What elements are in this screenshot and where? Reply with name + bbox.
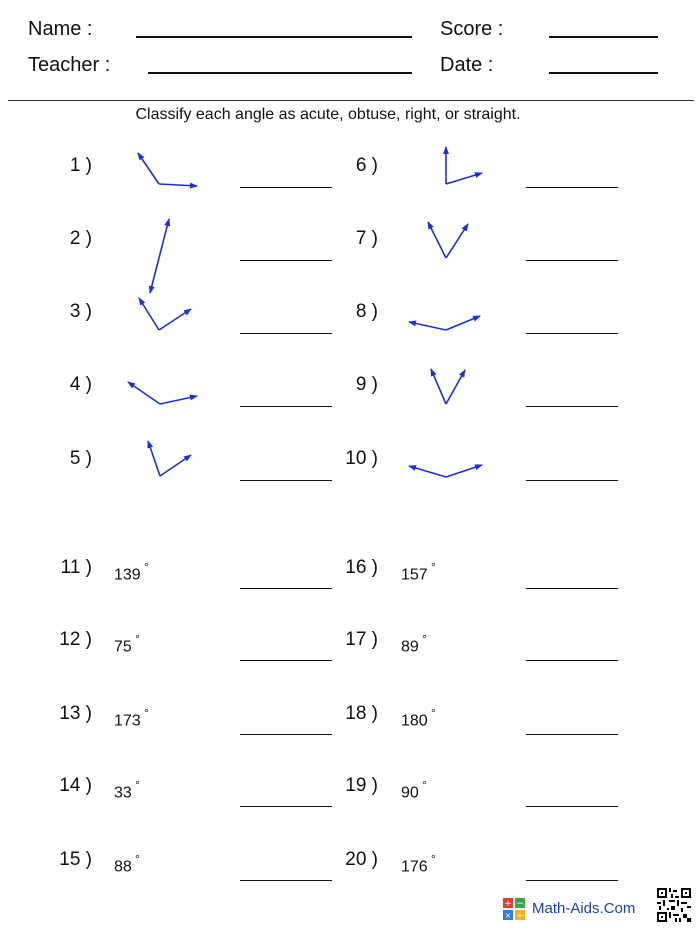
angle-measure-value: 33 <box>114 784 132 802</box>
problem-number: 10 ) <box>345 448 378 469</box>
answer-blank[interactable] <box>526 880 618 881</box>
date-line[interactable] <box>549 72 658 74</box>
problem-number: 16 ) <box>345 557 378 578</box>
degree-symbol: ° <box>427 852 436 866</box>
angle-measure-value: 90 <box>401 784 419 802</box>
problem-number: 9 ) <box>355 374 378 395</box>
problem-number: 18 ) <box>345 703 378 724</box>
angle-figure <box>150 219 169 293</box>
name-line[interactable] <box>136 36 412 38</box>
angle-measure <box>401 634 427 656</box>
angle-ray <box>148 441 160 476</box>
svg-text:×: × <box>504 911 512 920</box>
answer-blank[interactable] <box>240 187 332 188</box>
problem-number: 2 ) <box>69 228 92 249</box>
angle-measure <box>401 708 436 730</box>
angle-ray <box>160 219 170 256</box>
problem-number: 12 ) <box>59 629 92 650</box>
angle-measure-value: 176 <box>401 858 428 876</box>
answer-blank[interactable] <box>240 660 332 661</box>
angle-ray <box>446 316 480 330</box>
degree-symbol: ° <box>131 852 140 866</box>
problem-number: 13 ) <box>59 703 92 724</box>
degree-symbol: ° <box>131 632 140 646</box>
problem-number: 4 ) <box>69 374 92 395</box>
angle-measure <box>114 708 149 730</box>
problem-number: 19 ) <box>345 775 378 796</box>
answer-blank[interactable] <box>240 480 332 481</box>
angle-ray <box>159 184 197 186</box>
answer-blank[interactable] <box>526 588 618 589</box>
angle-figure <box>446 147 482 184</box>
answer-blank[interactable] <box>526 734 618 735</box>
angle-figure <box>428 222 468 258</box>
answer-blank[interactable] <box>526 480 618 481</box>
problem-number: 20 ) <box>345 849 378 870</box>
answer-blank[interactable] <box>240 406 332 407</box>
angle-ray <box>159 309 191 330</box>
instructions: Classify each angle as acute, obtuse, right, or straight. <box>135 106 521 123</box>
angle-measure <box>401 562 436 584</box>
angle-ray <box>446 173 482 184</box>
angle-measure-value: 89 <box>401 638 419 656</box>
angle-figure <box>128 382 197 404</box>
svg-text:−: − <box>516 899 524 909</box>
answer-blank[interactable] <box>526 187 618 188</box>
answer-blank[interactable] <box>240 806 332 807</box>
problem-number: 7 ) <box>355 228 378 249</box>
degree-symbol: ° <box>131 778 140 792</box>
answer-blank[interactable] <box>526 406 618 407</box>
angle-measure-value: 75 <box>114 638 132 656</box>
problem-number: 3 ) <box>69 301 92 322</box>
angle-ray <box>446 370 465 404</box>
name-label: Name : <box>28 18 93 40</box>
angle-ray <box>431 369 446 404</box>
angle-measure-value: 157 <box>401 566 428 584</box>
answer-blank[interactable] <box>526 333 618 334</box>
angle-measure <box>114 854 140 876</box>
header-divider <box>8 100 694 101</box>
score-label: Score : <box>440 18 504 40</box>
angle-measure <box>114 634 140 656</box>
angle-ray <box>160 396 197 404</box>
answer-blank[interactable] <box>526 660 618 661</box>
angle-figure <box>431 369 465 404</box>
problem-number: 15 ) <box>59 849 92 870</box>
angle-ray <box>409 322 446 330</box>
footer-site-text: Math-Aids.Com <box>532 900 636 917</box>
angle-ray <box>446 224 468 258</box>
answer-blank[interactable] <box>526 260 618 261</box>
degree-symbol: ° <box>418 778 427 792</box>
date-label: Date : <box>440 54 494 76</box>
angle-measure <box>114 780 140 802</box>
angle-figure <box>148 441 191 476</box>
degree-symbol: ° <box>140 706 149 720</box>
qr-code-icon <box>657 888 691 922</box>
problem-number: 1 ) <box>69 155 92 176</box>
svg-text:÷: ÷ <box>516 911 524 920</box>
problem-number: 11 ) <box>60 557 92 578</box>
angle-measure-value: 180 <box>401 712 428 730</box>
angle-measure <box>114 562 149 584</box>
degree-symbol: ° <box>427 560 436 574</box>
problem-number: 8 ) <box>355 301 378 322</box>
problem-number: 17 ) <box>345 629 378 650</box>
answer-blank[interactable] <box>240 588 332 589</box>
problem-number: 5 ) <box>69 448 92 469</box>
problem-number: 6 ) <box>355 155 378 176</box>
angle-ray <box>128 382 160 404</box>
degree-symbol: ° <box>140 560 149 574</box>
angle-measure <box>401 780 427 802</box>
angle-measure-value: 139 <box>114 566 141 584</box>
angle-measure <box>401 854 436 876</box>
angle-figure <box>138 153 197 186</box>
angle-ray <box>138 153 159 184</box>
answer-blank[interactable] <box>240 260 332 261</box>
svg-text:+: + <box>504 899 512 909</box>
angle-ray <box>139 298 159 330</box>
angle-figure <box>409 316 480 330</box>
degree-symbol: ° <box>427 706 436 720</box>
angle-figure <box>139 298 191 330</box>
angle-ray <box>409 466 446 477</box>
teacher-label: Teacher : <box>28 54 111 76</box>
angle-ray <box>446 465 482 477</box>
math-aids-logo-icon <box>503 898 525 920</box>
answer-blank[interactable] <box>240 880 332 881</box>
angle-ray <box>160 455 191 476</box>
answer-blank[interactable] <box>526 806 618 807</box>
answer-blank[interactable] <box>240 333 332 334</box>
angle-ray <box>428 222 446 258</box>
angle-measure-value: 88 <box>114 858 132 876</box>
angle-figure <box>409 465 482 477</box>
answer-blank[interactable] <box>240 734 332 735</box>
teacher-line[interactable] <box>148 72 412 74</box>
degree-symbol: ° <box>418 632 427 646</box>
angle-measure-value: 173 <box>114 712 141 730</box>
problem-number: 14 ) <box>59 775 92 796</box>
score-line[interactable] <box>549 36 658 38</box>
angle-ray <box>150 256 160 293</box>
